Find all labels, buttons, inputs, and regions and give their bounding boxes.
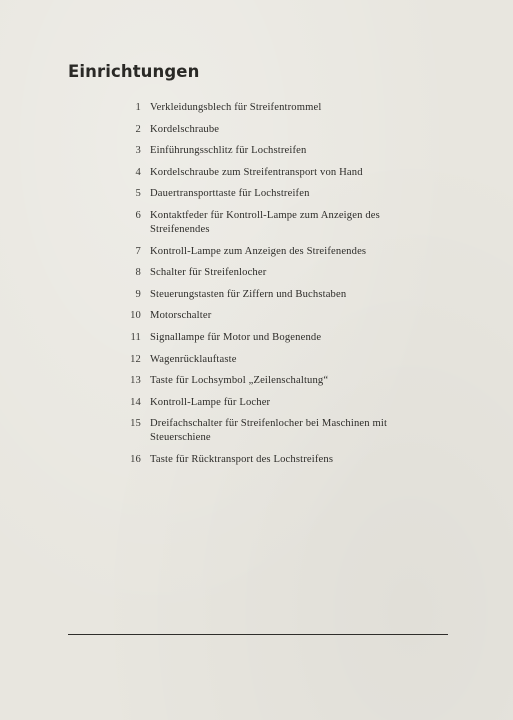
item-text: Wagenrücklauftaste (150, 353, 237, 365)
list-item (120, 123, 400, 137)
list-item (120, 353, 400, 367)
page-title: Einrichtungen (68, 62, 200, 81)
item-text: Steuerungstasten für Ziffern und Buchstaben (150, 288, 347, 300)
list-item (120, 245, 400, 259)
item-text: Einführungsschlitz für Lochstreifen (150, 145, 307, 157)
item-text: Signallampe für Motor und Bogenende (150, 331, 322, 343)
item-text: Verkleidungsblech für Streifentrommel (150, 102, 322, 113)
footer-divider (68, 634, 448, 635)
list-item (120, 331, 400, 345)
item-text: Taste für Rücktransport des Lochstreifens (150, 453, 334, 465)
item-text: Taste für Lochsymbol „Zeilenschaltung“ (150, 375, 329, 387)
item-text: Schalter für Streifenlocher (150, 267, 267, 279)
item-number: 12 (130, 353, 141, 365)
item-text: Dauertransporttaste für Lochstreifen (150, 188, 310, 200)
item-text: Kontaktfeder für Kontroll-Lampe zum Anzeigen des Streifenendes (150, 209, 380, 235)
item-number: 8 (135, 267, 141, 279)
list-item (120, 396, 400, 410)
item-number: 9 (135, 288, 141, 300)
item-number: 7 (135, 245, 141, 257)
item-number: 11 (130, 331, 141, 343)
item-number: 13 (130, 375, 141, 387)
list-item (120, 417, 400, 445)
list-item (120, 288, 400, 302)
list-item (120, 101, 400, 115)
item-text: Kontroll-Lampe für Locher (150, 396, 271, 408)
item-number: 16 (130, 453, 141, 465)
list-item (120, 209, 400, 237)
item-text: Kordelschraube (150, 123, 220, 135)
item-number: 4 (135, 166, 141, 178)
item-number: 14 (130, 396, 141, 408)
list-item (120, 453, 400, 467)
item-text: Kontroll-Lampe zum Anzeigen des Streifenendes (150, 245, 367, 257)
item-number: 5 (135, 188, 141, 200)
item-text: Dreifachschalter für Streifenlocher bei Maschinen mit Steuerschiene (150, 418, 388, 444)
item-text: Motorschalter (150, 310, 212, 322)
item-number: 15 (130, 418, 141, 430)
list-item (120, 309, 400, 323)
list-item (120, 144, 400, 158)
item-number: 2 (135, 123, 141, 135)
list-item (120, 166, 400, 180)
list-item (120, 266, 400, 280)
item-number: 10 (130, 310, 141, 322)
list-item (120, 187, 400, 201)
item-text: Kordelschraube zum Streifentransport von Hand (150, 166, 363, 178)
item-number: 3 (135, 145, 141, 157)
list-item (120, 374, 400, 388)
item-number: 1 (135, 102, 141, 113)
item-number: 6 (135, 209, 141, 221)
equipment-list (120, 101, 400, 475)
